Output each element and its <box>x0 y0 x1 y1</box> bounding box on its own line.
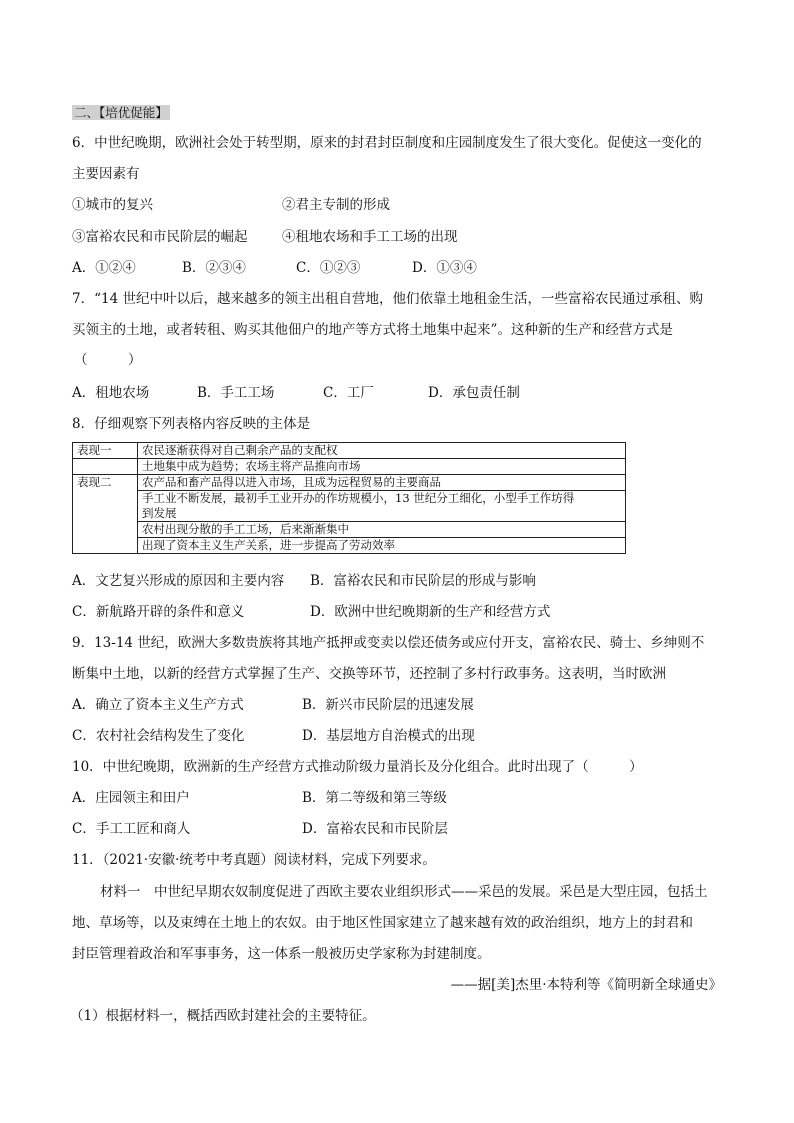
q6-option-b[interactable]: B．②③④ <box>182 260 246 276</box>
table-cell <box>138 491 626 522</box>
section-title: 二、【培优促能】 <box>74 105 168 120</box>
q7-answer-blank: （ ） <box>74 352 142 368</box>
q6-item-2: ②君主专制的形成 <box>282 197 390 213</box>
q11-material-line1: 材料一 中世纪早期农奴制度促进了西欧主要农业组织形式——采邑的发展。采邑是大型庄园，包括土 <box>100 884 708 900</box>
q6-option-c[interactable]: C．①②③ <box>296 260 361 276</box>
q10-stem: 10．中世纪晚期，欧洲新的生产经营方式推动阶级力量消长及分化组合。此时出现了（ ） <box>72 759 643 775</box>
q11-material-line3: 封臣管理着政治和军事事务，这一体系一般被历史学家称为封建制度。 <box>72 946 491 962</box>
q7-stem-line2: 买领主的土地，或者转租、购买其他佃户的地产等方式将土地集中起来”。这种新的生产和经营方式是 <box>72 322 673 338</box>
table-cell: 出现了资本主义生产关系，进一步提高了劳动效率 <box>138 538 626 554</box>
q8-option-d[interactable]: D．欧洲中世纪晚期新的生产和经营方式 <box>310 604 551 620</box>
q6-stem-line2: 主要因素有 <box>72 166 140 182</box>
table-cell-line: 到发展 <box>142 506 177 520</box>
q6-option-a[interactable]: A．①②④ <box>72 260 136 276</box>
table-cell: 农产品和畜产品得以进入市场，且成为远程贸易的主要商品 <box>138 475 626 491</box>
q8-table <box>72 442 626 554</box>
q9-option-d[interactable]: D．基层地方自治模式的出现 <box>302 728 475 744</box>
table-cell-line: 手工业不断发展，最初手工业开办的作坊规模小，13 世纪分工细化，小型手工作坊得 <box>142 491 575 505</box>
q6-item-1: ①城市的复兴 <box>72 197 153 213</box>
table-header-2: 表现二 <box>73 475 138 554</box>
q10-option-b[interactable]: B．第二等级和第三等级 <box>302 790 447 806</box>
q10-option-d[interactable]: D．富裕农民和市民阶层 <box>302 821 448 837</box>
table-cell: 农民逐渐获得对自己剩余产品的支配权 <box>138 443 626 459</box>
q9-option-c[interactable]: C．农村社会结构发生了变化 <box>72 728 245 744</box>
q11-subquestion-1: （1）根据材料一，概括西欧封建社会的主要特征。 <box>70 1008 376 1024</box>
q9-stem-line2: 断集中土地，以新的经营方式掌握了生产、交换等环节，还控制了多村行政事务。这表明，当时欧洲 <box>72 666 666 682</box>
q6-stem-line1: 6．中世纪晚期，欧洲社会处于转型期，原来的封君封臣制度和庄园制度发生了很大变化。促使这一变化的 <box>72 135 702 151</box>
q8-stem: 8．仔细观察下列表格内容反映的主体是 <box>72 416 311 432</box>
table-header-1: 表现一 <box>73 443 138 459</box>
table-cell: 土地集中成为趋势；农场主将产品推向市场 <box>138 459 626 475</box>
q6-option-d[interactable]: D．①③④ <box>412 260 477 276</box>
q7-stem-line1: 7．“14 世纪中叶以后，越来越多的领主出租自营地，他们依靠土地租金生活，一些富裕农民通过承租、购 <box>72 291 703 307</box>
q10-option-a[interactable]: A．庄园领主和田户 <box>72 790 190 806</box>
q8-option-a[interactable]: A．文艺复兴形成的原因和主要内容 <box>72 573 285 589</box>
q7-option-a[interactable]: A．租地农场 <box>72 385 150 401</box>
q11-stem: 11．（2021·安徽·统考中考真题）阅读材料，完成下列要求。 <box>72 852 436 868</box>
q9-option-b[interactable]: B．新兴市民阶层的迅速发展 <box>302 697 474 713</box>
q11-material-line2: 地、草场等，以及束缚在土地上的农奴。由于地区性国家建立了越来越有效的政治组织，地方上的封君和 <box>72 915 693 931</box>
q7-option-b[interactable]: B．手工工场 <box>197 385 275 401</box>
table-header-empty <box>73 459 138 475</box>
q7-option-d[interactable]: D．承包责任制 <box>428 385 520 401</box>
q10-option-c[interactable]: C．手工工匠和商人 <box>72 821 191 837</box>
q8-option-b[interactable]: B．富裕农民和市民阶层的形成与影响 <box>310 573 536 589</box>
q7-option-c[interactable]: C．工厂 <box>323 385 374 401</box>
q9-option-a[interactable]: A．确立了资本主义生产方式 <box>72 697 244 713</box>
q11-source-citation: ——据[美]杰里·本特利等《简明新全球通史》 <box>450 977 722 993</box>
q9-stem-line1: 9．13-14 世纪，欧洲大多数贵族将其地产抵押或变卖以偿还债务或应付开支，富裕农民、骑士、乡绅则不 <box>72 635 705 651</box>
section-header <box>72 104 170 122</box>
q6-item-3: ③富裕农民和市民阶层的崛起 <box>72 229 248 245</box>
q8-option-c[interactable]: C．新航路开辟的条件和意义 <box>72 604 245 620</box>
q6-item-4: ④租地农场和手工工场的出现 <box>282 229 458 245</box>
table-cell: 农村出现分散的手工工场，后来渐渐集中 <box>138 522 626 538</box>
